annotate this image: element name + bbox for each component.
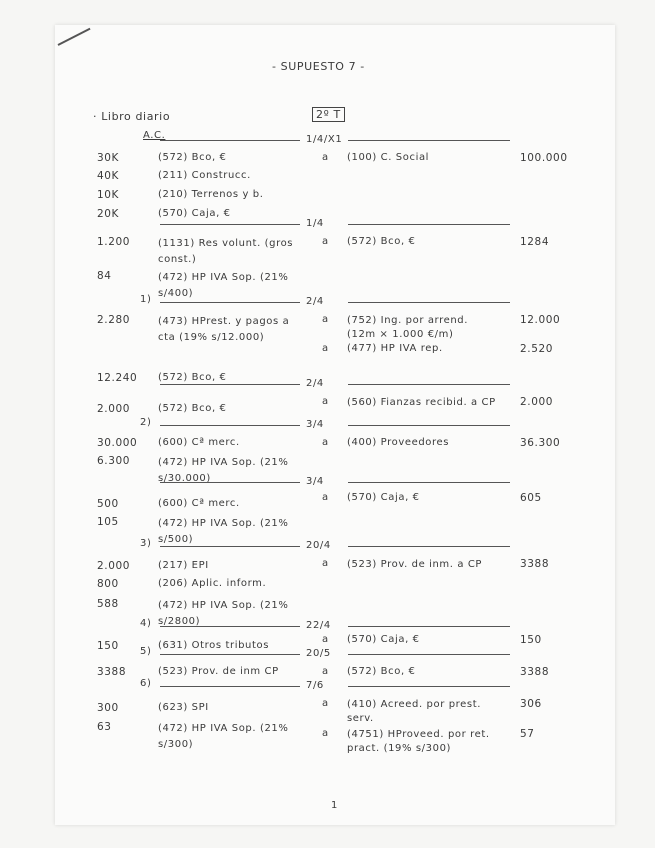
credit-prefix: a: [322, 698, 329, 709]
separator-line: [348, 224, 510, 225]
credit-account: (100) C. Social: [347, 152, 430, 163]
credit-account: (410) Acreed. por prest. serv.: [347, 699, 481, 724]
entry-marker: 3): [140, 538, 152, 549]
journal-heading: · Libro diario: [93, 110, 171, 123]
debit-amount: 300: [97, 702, 119, 714]
debit-account: (206) Aplic. inform.: [158, 578, 267, 589]
debit-account: (1131) Res volunt. (gros const.): [158, 238, 294, 265]
entry-date: 3/4: [306, 419, 324, 430]
credit-amount: 3388: [520, 666, 550, 678]
credit-prefix: a: [322, 396, 329, 407]
credit-amount: 100.000: [520, 152, 568, 164]
debit-account: (570) Caja, €: [158, 208, 231, 219]
separator-line: [160, 425, 300, 426]
entry-date: 1/4/X1: [306, 134, 343, 145]
separator-line: [348, 302, 510, 303]
entry-date: 20/5: [306, 648, 331, 659]
debit-account: (472) HP IVA Sop. (21% s/30.000): [158, 457, 289, 484]
separator-line: [160, 482, 300, 483]
separator-line: [348, 626, 510, 627]
debit-account: (600) Cª merc.: [158, 437, 240, 448]
debit-amount: 84: [97, 270, 112, 282]
credit-account: (572) Bco, €: [347, 666, 416, 677]
entry-marker: 6): [140, 678, 152, 689]
separator-line: [348, 482, 510, 483]
debit-account: (472) HP IVA Sop. (21% s/300): [158, 723, 289, 750]
debit-account: (631) Otros tributos: [158, 640, 270, 651]
period-label: 2º T: [312, 107, 345, 122]
credit-account: (572) Bco, €: [347, 236, 416, 247]
separator-line: [348, 546, 510, 547]
separator-line: [160, 302, 300, 303]
credit-amount: 306: [520, 698, 542, 710]
credit-prefix: a: [322, 492, 329, 503]
page-title: - SUPUESTO 7 -: [272, 60, 365, 73]
credit-amount: 3388: [520, 558, 550, 570]
separator-line: [160, 384, 300, 385]
credit-amount: 150: [520, 634, 542, 646]
entry-date: 7/6: [306, 680, 324, 691]
entry-date: 2/4: [306, 378, 324, 389]
credit-account: (752) Ing. por arrend. (12m × 1.000 €/m): [347, 315, 468, 340]
entry-date: 20/4: [306, 540, 331, 551]
credit-account: (570) Caja, €: [347, 634, 420, 645]
credit-account: (4751) HProveed. por ret. pract. (19% s/300): [347, 729, 490, 754]
ac-label: A.C.: [143, 130, 166, 141]
credit-prefix: a: [322, 666, 329, 677]
credit-prefix: a: [322, 152, 329, 163]
debit-amount: 2.280: [97, 314, 131, 326]
debit-amount: 2.000: [97, 560, 131, 572]
credit-prefix: a: [322, 558, 329, 569]
credit-amount: 57: [520, 728, 535, 740]
credit-prefix: a: [322, 728, 329, 739]
debit-amount: 800: [97, 578, 119, 590]
credit-prefix: a: [322, 236, 329, 247]
entry-marker: 5): [140, 646, 152, 657]
debit-account: (623) SPI: [158, 702, 209, 713]
debit-amount: 588: [97, 598, 119, 610]
entry-marker: 1): [140, 294, 152, 305]
credit-prefix: a: [322, 437, 329, 448]
debit-amount: 3388: [97, 666, 127, 678]
credit-amount: 36.300: [520, 437, 561, 449]
debit-account: (572) Bco, €: [158, 152, 227, 163]
debit-account: (472) HP IVA Sop. (21% s/2800): [158, 600, 289, 627]
debit-amount: 20K: [97, 208, 120, 220]
debit-account: (472) HP IVA Sop. (21% s/500): [158, 518, 289, 545]
separator-line: [160, 224, 300, 225]
period-box: [312, 108, 345, 121]
separator-line: [348, 140, 510, 141]
debit-amount: 30K: [97, 152, 120, 164]
separator-line: [160, 686, 300, 687]
debit-amount: 150: [97, 640, 119, 652]
entry-marker: 4): [140, 618, 152, 629]
debit-amount: 1.200: [97, 236, 131, 248]
debit-amount: 40K: [97, 170, 120, 182]
separator-line: [348, 425, 510, 426]
debit-amount: 10K: [97, 189, 120, 201]
page-number: 1: [331, 800, 338, 811]
entry-marker: 2): [140, 417, 152, 428]
credit-amount: 2.000: [520, 396, 554, 408]
debit-amount: 63: [97, 721, 112, 733]
debit-account: (523) Prov. de inm CP: [158, 666, 279, 677]
debit-account: (211) Construcc.: [158, 170, 251, 181]
credit-amount: 1284: [520, 236, 550, 248]
credit-account: (400) Proveedores: [347, 437, 450, 448]
debit-amount: 2.000: [97, 403, 131, 415]
debit-amount: 6.300: [97, 455, 131, 467]
debit-amount: 500: [97, 498, 119, 510]
credit-prefix: a: [322, 314, 329, 325]
debit-account: (473) HPrest. y pagos a cta (19% s/12.000): [158, 316, 290, 343]
credit-prefix: a: [322, 343, 329, 354]
separator-line: [348, 686, 510, 687]
entry-date: 3/4: [306, 476, 324, 487]
debit-amount: 30.000: [97, 437, 138, 449]
separator-line: [348, 384, 510, 385]
entry-date: 2/4: [306, 296, 324, 307]
separator-line: [348, 654, 510, 655]
credit-amount: 605: [520, 492, 542, 504]
debit-account: (572) Bco, €: [158, 403, 227, 414]
separator-line: [160, 546, 300, 547]
debit-amount: 105: [97, 516, 119, 528]
entry-date: 22/4: [306, 620, 331, 631]
debit-account: (572) Bco, €: [158, 372, 227, 383]
credit-prefix: a: [322, 634, 329, 645]
entry-date: 1/4: [306, 218, 324, 229]
separator-line: [160, 654, 300, 655]
debit-amount: 12.240: [97, 372, 138, 384]
credit-amount: 2.520: [520, 343, 554, 355]
debit-account: (600) Cª merc.: [158, 498, 240, 509]
credit-account: (560) Fianzas recibid. a CP: [347, 397, 496, 408]
credit-account: (477) HP IVA rep.: [347, 343, 443, 354]
credit-account: (570) Caja, €: [347, 492, 420, 503]
separator-line: [160, 140, 300, 141]
debit-account: (210) Terrenos y b.: [158, 189, 264, 200]
credit-account: (523) Prov. de inm. a CP: [347, 559, 483, 570]
separator-line: [160, 626, 300, 627]
debit-account: (472) HP IVA Sop. (21% s/400): [158, 272, 289, 299]
debit-account: (217) EPI: [158, 560, 209, 571]
credit-amount: 12.000: [520, 314, 561, 326]
